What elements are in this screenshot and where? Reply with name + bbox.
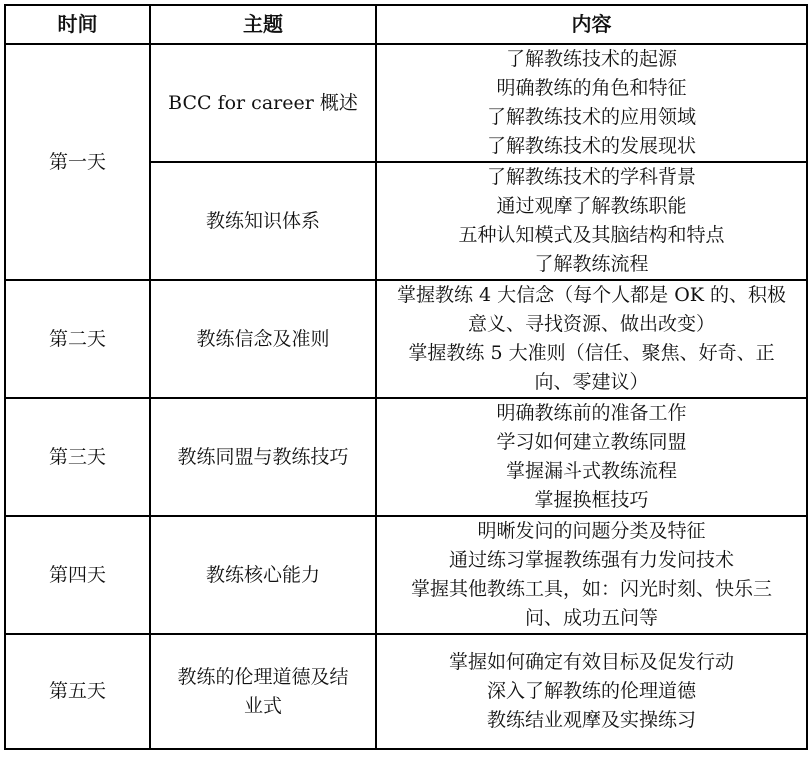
content-line: 了解教练技术的应用领域	[486, 106, 696, 128]
topic-cell: 教练信念及准则	[150, 280, 376, 398]
header-row	[5, 5, 807, 44]
topic-cell	[150, 634, 376, 749]
content-cell	[376, 634, 807, 749]
content-line: 学习如何建立教练同盟	[496, 431, 687, 453]
content-cell	[376, 398, 807, 516]
day-cell: 第二天	[5, 280, 150, 398]
content-line: 深入了解教练的伦理道德	[486, 680, 696, 702]
content-line: 了解教练技术的学科背景	[486, 166, 696, 188]
table-row	[5, 44, 807, 162]
content-line: 掌握如何确定有效目标及促发行动	[448, 651, 734, 673]
content-line: 掌握教练 4 大信念（每个人都是 OK 的、积极	[396, 284, 787, 306]
content-line: 五种认知模式及其脑结构和特点	[458, 224, 725, 246]
header-topic: 主题	[150, 5, 376, 44]
content-line: 意义、寻找资源、做出改变）	[467, 313, 715, 335]
course-schedule-table	[4, 4, 808, 750]
header-time: 时间	[5, 5, 150, 44]
content-line: 通过观摩了解教练职能	[496, 195, 687, 217]
topic-cell: 教练核心能力	[150, 516, 376, 634]
content-line: 掌握换框技巧	[534, 489, 649, 511]
topic-cell: 教练同盟与教练技巧	[150, 398, 376, 516]
header-content: 内容	[376, 5, 807, 44]
content-line: 了解教练技术的起源	[505, 48, 677, 70]
content-cell	[376, 280, 807, 398]
topic-cell: BCC for career 概述	[150, 44, 376, 162]
table-row	[5, 398, 807, 516]
content-cell	[376, 44, 807, 162]
content-cell	[376, 162, 807, 280]
topic-line: 教练的伦理道德及结	[177, 665, 349, 688]
content-line: 向、零建议）	[534, 371, 649, 393]
content-line: 掌握漏斗式教练流程	[505, 460, 677, 482]
table-row	[5, 280, 807, 398]
content-line: 掌握其他教练工具，如：闪光时刻、快乐三	[410, 578, 772, 600]
content-line: 明确教练的角色和特征	[496, 77, 687, 99]
table-row	[5, 516, 807, 634]
topic-cell: 教练知识体系	[150, 162, 376, 280]
content-line: 通过练习掌握教练强有力发问技术	[448, 549, 734, 571]
day-cell: 第三天	[5, 398, 150, 516]
content-line: 明确教练前的准备工作	[496, 402, 687, 424]
day-cell: 第四天	[5, 516, 150, 634]
content-cell	[376, 516, 807, 634]
day-cell: 第一天	[5, 44, 150, 280]
topic-line: 业式	[243, 694, 282, 717]
content-line: 掌握教练 5 大准则（信任、聚焦、好奇、正	[408, 342, 775, 364]
content-line: 教练结业观摩及实操练习	[486, 709, 696, 731]
day-cell: 第五天	[5, 634, 150, 749]
content-line: 明晰发问的问题分类及特征	[477, 520, 706, 542]
content-line: 问、成功五问等	[524, 607, 658, 629]
content-line: 了解教练流程	[534, 253, 649, 275]
table-row	[5, 634, 807, 749]
content-line: 了解教练技术的发展现状	[486, 135, 696, 157]
